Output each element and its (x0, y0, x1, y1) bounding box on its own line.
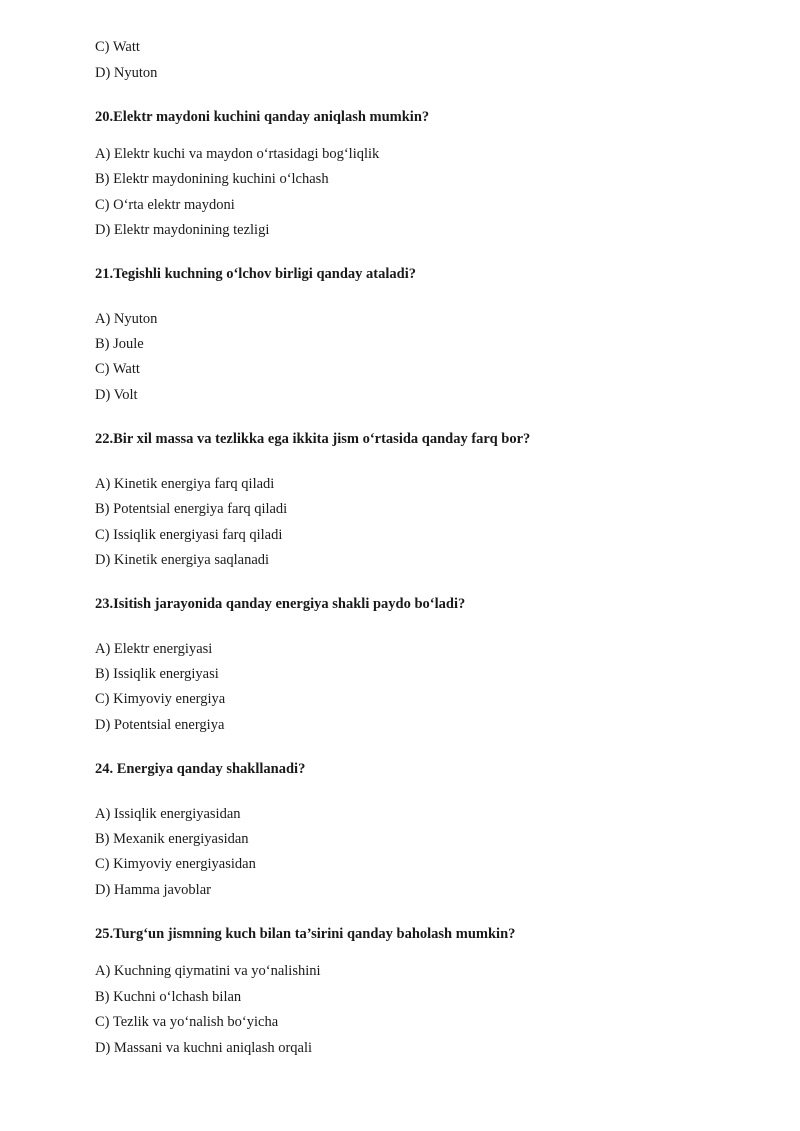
question-24-option-a: A) Issiqlik energiyasidan (95, 806, 241, 822)
option-c: C) Watt (95, 39, 140, 55)
question-21-option-c: C) Watt (95, 361, 140, 377)
question-21-title: 21.Tegishli kuchning o‘lchov birligi qanday ataladi? (95, 266, 416, 282)
question-25-option-c: C) Tezlik va yo‘nalish bo‘yicha (95, 1014, 279, 1030)
question-20-title: 20.Elektr maydoni kuchini qanday aniqlash mumkin? (95, 109, 430, 125)
question-24-option-d: D) Hamma javoblar (95, 882, 211, 898)
question-20-option-b: B) Elektr maydonining kuchini o‘lchash (95, 171, 329, 187)
question-22-option-b: B) Potentsial energiya farq qiladi (95, 501, 288, 517)
question-23-option-c: C) Kimyoviy energiya (95, 691, 226, 707)
question-25-option-b: B) Kuchni o‘lchash bilan (95, 989, 242, 1005)
question-23-option-a: A) Elektr energiyasi (95, 641, 213, 657)
question-25-title: 25.Turg‘un jismning kuch bilan ta’sirini qanday baholash mumkin? (95, 926, 516, 942)
question-23-option-b: B) Issiqlik energiyasi (95, 666, 219, 682)
option-d: D) Nyuton (95, 65, 158, 81)
question-20-option-a: A) Elektr kuchi va maydon o‘rtasidagi bog‘liqlik (95, 146, 380, 162)
question-22-option-c: C) Issiqlik energiyasi farq qiladi (95, 527, 283, 543)
question-24-option-b: B) Mexanik energiyasidan (95, 831, 249, 847)
question-24-title: 24. Energiya qanday shakllanadi? (95, 761, 306, 777)
question-20-option-c: C) O‘rta elektr maydoni (95, 197, 235, 213)
question-23-option-d: D) Potentsial energiya (95, 717, 225, 733)
question-25-option-a: A) Kuchning qiymatini va yo‘nalishini (95, 963, 321, 979)
question-20-option-d: D) Elektr maydonining tezligi (95, 222, 270, 238)
question-22-option-d: D) Kinetik energiya saqlanadi (95, 552, 270, 568)
question-21-option-a: A) Nyuton (95, 311, 158, 327)
question-23-title: 23.Isitish jarayonida qanday energiya shakli paydo bo‘ladi? (95, 596, 466, 612)
question-21-option-d: D) Volt (95, 387, 138, 403)
question-25-option-d: D) Massani va kuchni aniqlash orqali (95, 1040, 313, 1056)
question-22-option-a: A) Kinetik energiya farq qiladi (95, 476, 275, 492)
question-21-option-b: B) Joule (95, 336, 144, 352)
question-22-title: 22.Bir xil massa va tezlikka ega ikkita jism o‘rtasida qanday farq bor? (95, 431, 531, 447)
question-24-option-c: C) Kimyoviy energiyasidan (95, 856, 256, 872)
